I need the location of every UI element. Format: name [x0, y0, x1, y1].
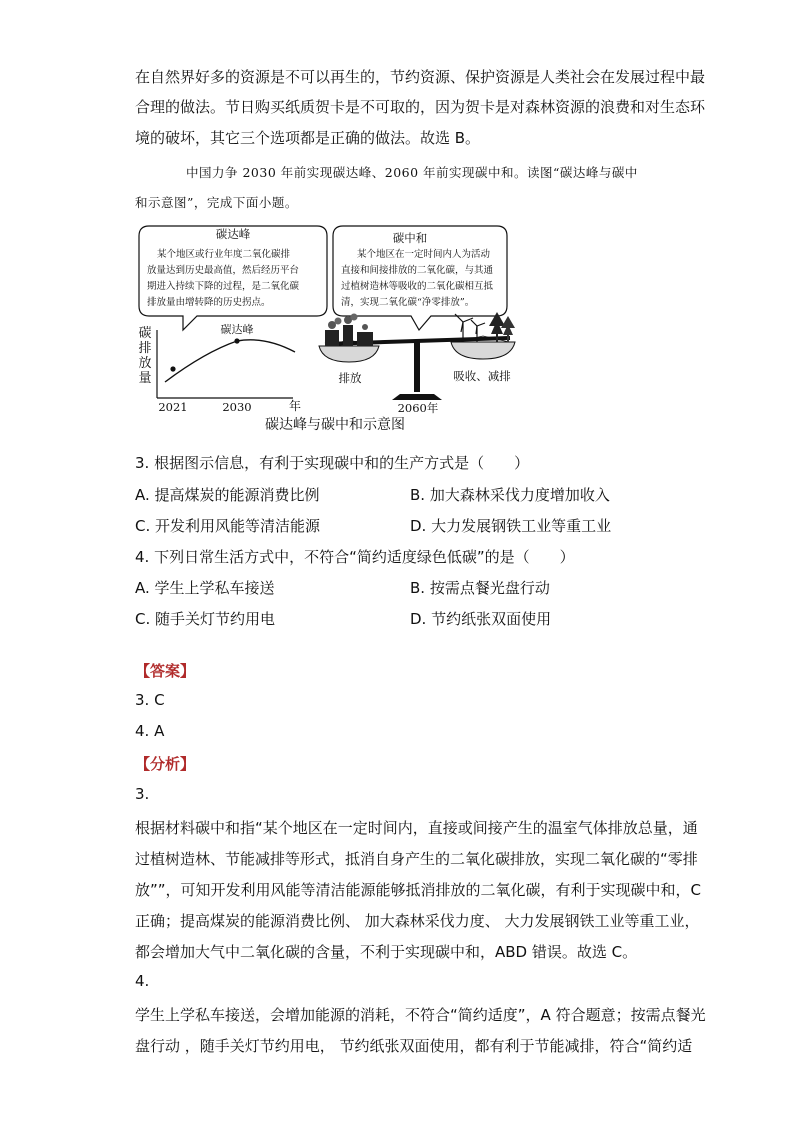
- question-4-option-b: B. 按需点餐光盘行动: [410, 579, 550, 597]
- analysis-4-line: 盘行动 ，随手关灯节约用电， 节约纸张双面使用，都有利于节能减排，符合“简约适: [135, 1037, 693, 1055]
- neutrality-text-line: 过植树造林等吸收的二氧化碳相互抵: [341, 281, 494, 292]
- absorption-label: 吸收、减排: [453, 369, 511, 383]
- emission-label: 排放: [338, 371, 362, 385]
- analysis-3-line: 过植树造林、节能减排等形式，抵消自身产生的二氧化碳排放，实现二氧化碳的“零排: [135, 850, 698, 868]
- analysis-4-number: 4.: [135, 972, 150, 990]
- analysis-3-line: 放””，可知开发利用风能等清洁能源能够抵消排放的二氧化碳，有利于实现碳中和，C: [135, 881, 702, 899]
- x-tick-label: 2021: [158, 400, 188, 414]
- question-4-stem: 4. 下列日常生活方式中，不符合“简约适度绿色低碳”的是（ ）: [135, 548, 575, 566]
- absorption-pan: [451, 342, 515, 359]
- y-axis-label: 放: [138, 356, 152, 371]
- question-4-option-a: A. 学生上学私车接送: [135, 579, 275, 597]
- analysis-line: 境的破坏，其它三个选项都是正确的做法。故选 B。: [135, 129, 481, 147]
- question-3-option-d: D. 大力发展钢铁工业等重工业: [410, 517, 612, 535]
- y-axis-label: 排: [138, 341, 152, 356]
- x-axis-unit: 年: [288, 399, 302, 413]
- factory-icon: [325, 314, 373, 347]
- analysis-line: 在自然界好多的资源是不可以再生的，节约资源、保护资源是人类社会在发展过程中最: [135, 68, 706, 86]
- y-axis-label: 量: [138, 371, 152, 386]
- curve-point-2021: [170, 366, 175, 371]
- balance-base: [392, 394, 442, 400]
- question-intro: 和示意图”，完成下面小题。: [135, 195, 298, 210]
- analysis-3-line: 根据材料碳中和指“某个地区在一定时间内，直接或间接产生的温室气体排放总量，通: [135, 819, 698, 837]
- neutrality-title: 碳中和: [392, 231, 428, 245]
- peak-text-line: 放量达到历史最高值，然后经历平台: [147, 265, 300, 276]
- y-axis-label: 碳: [138, 326, 152, 341]
- neutrality-text-line: 清，实现二氧化碳“净零排放”。: [341, 297, 475, 308]
- curve-peak-label: 碳达峰: [220, 323, 254, 336]
- answer-item: 4. A: [135, 722, 165, 740]
- carbon-peak-neutrality-diagram: [135, 222, 530, 437]
- question-4-option-d: D. 节约纸张双面使用: [410, 610, 552, 628]
- neutrality-text-line: 直接和间接排放的二氧化碳，与其通: [341, 265, 494, 276]
- neutrality-text-line: 某个地区在一定时间内人为活动: [357, 249, 491, 260]
- analysis-line: 合理的做法。节日购买纸质贺卡是不可取的，因为贺卡是对森林资源的浪费和对生态环: [135, 98, 706, 116]
- analysis-3-number: 3.: [135, 785, 150, 803]
- question-3-option-b: B. 加大森林采伐力度增加收入: [410, 486, 610, 504]
- peak-text-line: 某个地区或行业年度二氧化碳排: [157, 249, 291, 260]
- analysis-4-line: 学生上学私车接送，会增加能源的消耗，不符合“简约适度”，A 符合题意；按需点餐光: [135, 1006, 706, 1024]
- peak-title: 碳达峰: [215, 227, 251, 241]
- analysis-3-line: 都会增加大气中二氧化碳的含量，不利于实现碳中和，ABD 错误。故选 C。: [135, 943, 638, 961]
- figure-caption: 碳达峰与碳中和示意图: [265, 417, 405, 433]
- emission-curve: [165, 340, 295, 382]
- answer-item: 3. C: [135, 691, 165, 709]
- emission-pan: [319, 346, 379, 362]
- analysis-3-line: 正确；提高煤炭的能源消费比例、 加大森林采伐力度、 大力发展钢铁工业等重工业，: [135, 912, 700, 930]
- question-3-stem: 3. 根据图示信息，有利于实现碳中和的生产方式是（ ）: [135, 454, 530, 472]
- question-3-option-a: A. 提高煤炭的能源消费比例: [135, 486, 320, 504]
- peak-speech-bubble: [139, 226, 327, 330]
- answer-heading: 【答案】: [135, 662, 196, 680]
- x-tick-label: 2030: [222, 400, 252, 414]
- question-3-option-c: C. 开发利用风能等清洁能源: [135, 517, 321, 535]
- question-intro: 中国力争 2030 年前实现碳达峰、2060 年前实现碳中和。读图“碳达峰与碳中: [186, 165, 638, 180]
- balance-year: 2060年: [397, 401, 439, 415]
- question-4-option-c: C. 随手关灯节约用电: [135, 610, 276, 628]
- peak-text-line: 期进入持续下降的过程，是二氧化碳: [147, 281, 300, 292]
- curve-point-peak: [234, 338, 239, 343]
- peak-text-line: 排放量由增转降的历史拐点。: [147, 297, 271, 308]
- analysis-heading: 【分析】: [135, 755, 196, 773]
